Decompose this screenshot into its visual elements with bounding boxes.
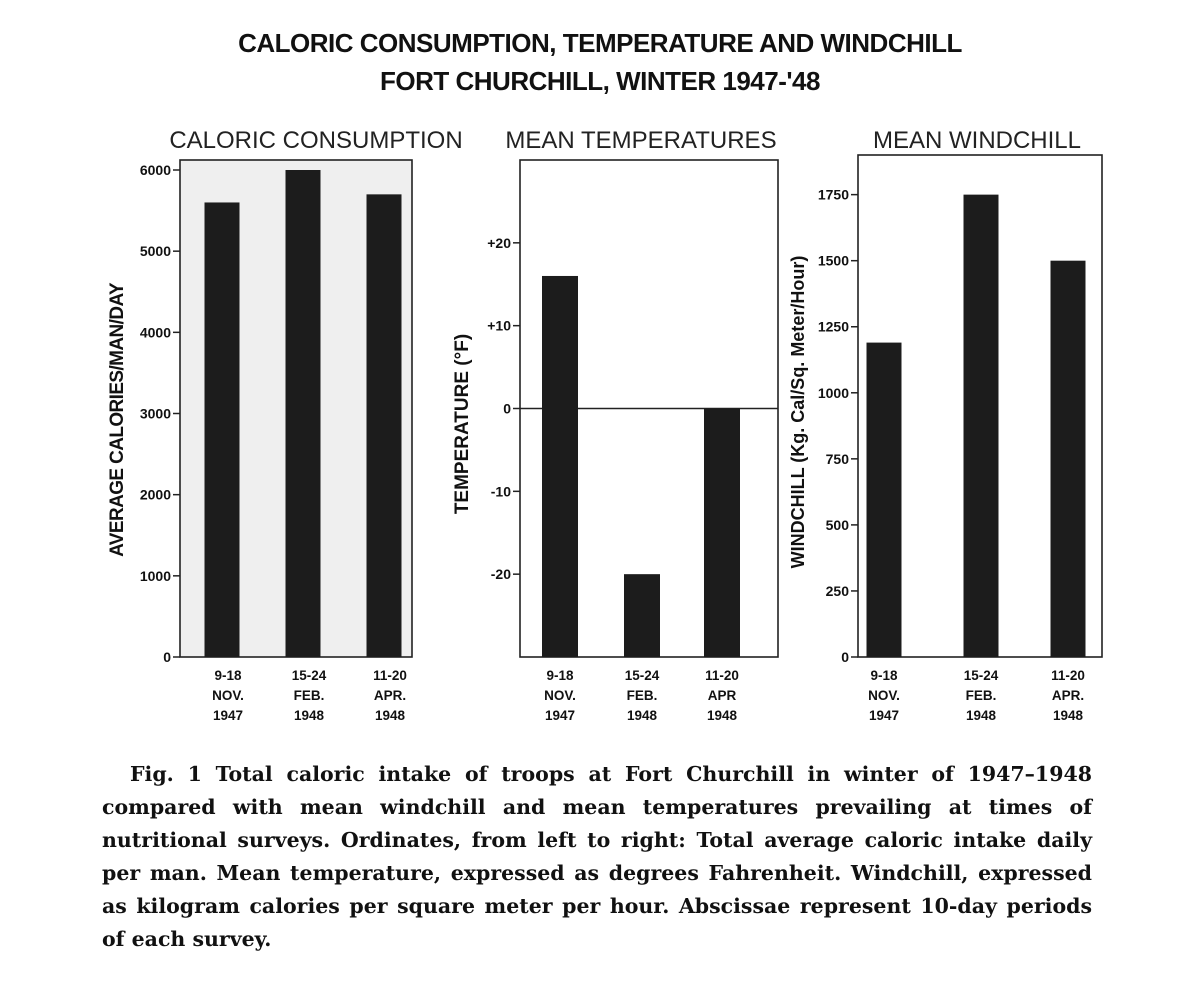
x-category-label: 1948 [293, 708, 325, 723]
figure-title-line-1: CALORIC CONSUMPTION, TEMPERATURE AND WINDCHILL [238, 28, 962, 58]
x-category-label: 1947 [544, 708, 576, 723]
x-category-label: FEB. [293, 688, 325, 703]
chart-panel-3 [788, 127, 1102, 723]
bar [867, 343, 902, 657]
bar [624, 574, 660, 657]
figure-caption [102, 758, 1092, 956]
y-axis-label: AVERAGE CALORIES/MAN/DAY [107, 283, 128, 557]
y-tick-label: 0 [163, 649, 171, 665]
x-category-label: 1947 [212, 708, 244, 723]
x-category-label: 15-24 [624, 668, 660, 683]
chart-title: CALORIC CONSUMPTION [169, 127, 463, 154]
x-category-label: 1948 [374, 708, 406, 723]
y-tick-label: 1500 [817, 252, 849, 269]
figure-title-line-2: FORT CHURCHILL, WINTER 1947-'48 [380, 66, 820, 96]
y-axis-label: TEMPERATURE (°F) [452, 333, 473, 515]
y-tick-label: -10 [490, 483, 511, 500]
y-tick-label: 2000 [139, 486, 171, 503]
x-category-label: 1948 [965, 708, 997, 723]
x-category-label: 11-20 [705, 668, 739, 683]
x-category-label: NOV. [868, 688, 900, 703]
y-tick-label: +20 [487, 234, 511, 251]
y-axis-label: WINDCHILL (Kg. Cal/Sq. Meter/Hour) [788, 255, 808, 569]
bar [205, 202, 240, 657]
y-tick-label: 6000 [139, 162, 171, 178]
x-category-label: FEB. [965, 688, 997, 703]
x-category-label: 11-20 [1051, 668, 1085, 683]
y-tick-label: +10 [487, 317, 511, 334]
y-tick-label: 1000 [139, 567, 171, 584]
bar [286, 170, 321, 657]
x-category-label: APR. [373, 688, 407, 703]
y-tick-label: 0 [841, 649, 849, 665]
y-tick-label: 1000 [817, 384, 849, 401]
bar [1051, 261, 1086, 657]
y-tick-label: 750 [825, 450, 849, 467]
x-category-label: 9-18 [546, 668, 574, 683]
x-category-label: 1947 [868, 708, 900, 723]
x-category-label: 1948 [706, 708, 738, 723]
chart-panel-2 [452, 127, 778, 723]
bar [542, 276, 578, 657]
y-tick-label: 3000 [139, 405, 171, 422]
y-tick-label: 250 [825, 582, 849, 599]
x-category-label: NOV. [544, 688, 576, 703]
figure-caption-text: Fig. 1 Total caloric intake of troops at Fort Churchill in winter of 1947–1948 compared with mean windchill and mean temperatures prevailing at times of nutritional surveys. Ordinates, from left to right: Total average caloric intake daily per man. Mean temperature, expressed as degrees Fahrenheit. Windchill, expressed as kilogram calories per square meter per hour. Abscissae represent 10-day periods of each survey. [102, 762, 1092, 951]
x-category-label: 15-24 [963, 668, 999, 683]
x-category-label: 9-18 [870, 668, 898, 683]
y-tick-label: 0 [503, 400, 511, 417]
y-tick-label: 5000 [139, 243, 171, 260]
chart-title: MEAN WINDCHILL [872, 127, 1082, 154]
bar [964, 195, 999, 657]
x-category-label: 15-24 [291, 668, 327, 683]
y-tick-label: -20 [490, 566, 511, 583]
y-tick-label: 1750 [817, 186, 849, 203]
bar [704, 409, 740, 658]
y-tick-label: 1250 [817, 318, 849, 335]
x-category-label: NOV. [212, 688, 244, 703]
x-category-label: APR [707, 688, 737, 703]
y-tick-label: 4000 [139, 324, 171, 341]
bar [367, 194, 402, 657]
x-category-label: 1948 [626, 708, 658, 723]
x-category-label: 11-20 [373, 668, 407, 683]
y-tick-label: 500 [825, 516, 849, 533]
x-category-label: FEB. [626, 688, 658, 703]
x-category-label: 1948 [1052, 708, 1084, 723]
chart-title: MEAN TEMPERATURES [505, 127, 777, 154]
chart-panel-1 [107, 127, 463, 723]
x-category-label: APR. [1051, 688, 1085, 703]
x-category-label: 9-18 [214, 668, 242, 683]
